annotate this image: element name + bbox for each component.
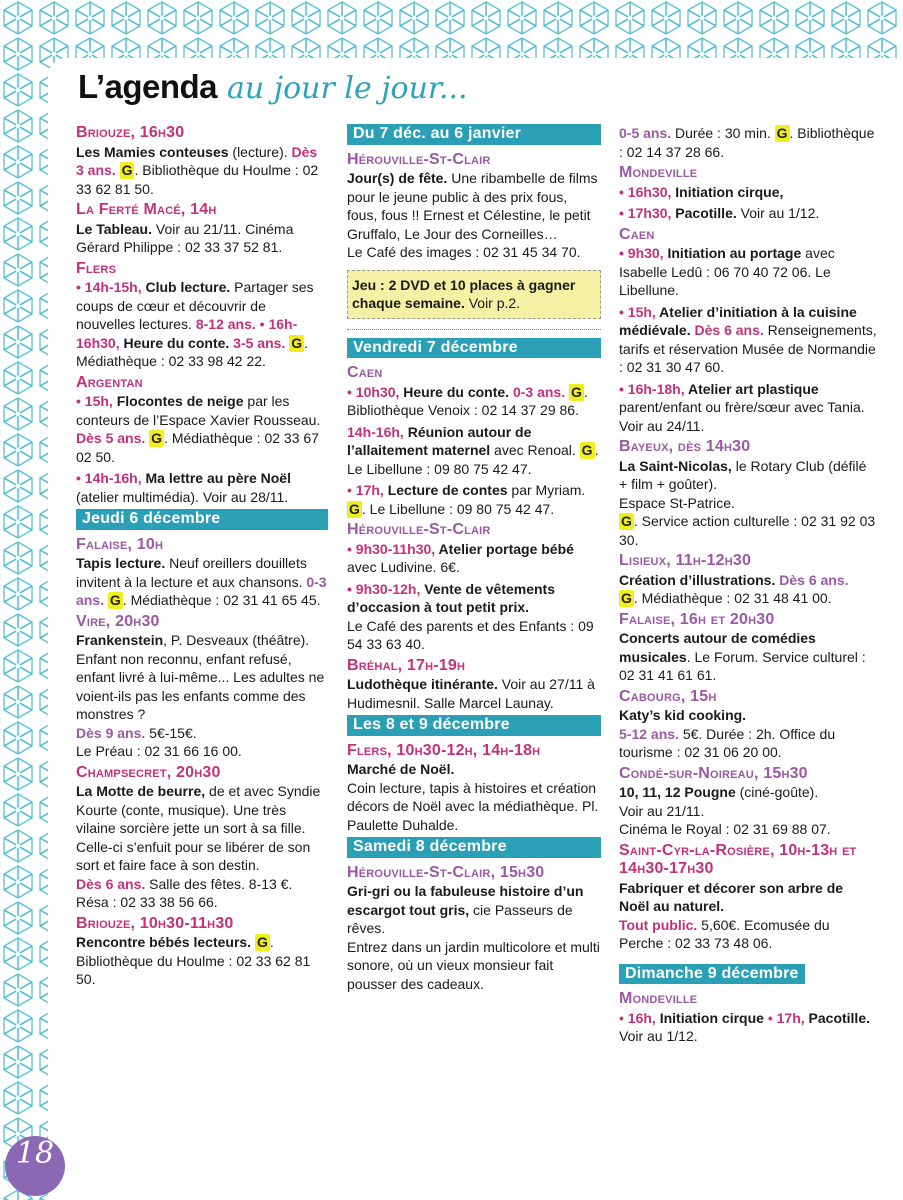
event-entry: • 16h, Initiation cirque • 17h, Pacotille. Voir au 1/12. bbox=[619, 1009, 870, 1044]
event-city: Caen bbox=[347, 364, 383, 381]
event-entry: Rencontre bébés lecteurs. G . Bibliothèque du Houlme : 02 33 62 81 50. bbox=[76, 934, 311, 987]
g-badge-icon: G bbox=[256, 934, 268, 950]
g-badge-icon: G bbox=[571, 383, 582, 400]
date-band: Jeudi 6 décembre bbox=[76, 509, 328, 530]
g-badge-icon: G bbox=[581, 442, 593, 458]
g-badge-icon: G bbox=[121, 162, 133, 178]
event-entry: Gri-gri ou la fabuleuse histoire d’un escargot tout gris, cie Passeurs de rêves. Entrez dans un jardin multicolore et multi sonore, où un vieux monsieur fait pousser des cadeaux. bbox=[347, 883, 600, 992]
event-entry: Fabriquer et décorer son arbre de Noël au naturel. Tout public. 5,60€. Ecomusée du Perche : 02 33 73 48 06. bbox=[619, 879, 844, 951]
event-city: Flers bbox=[76, 259, 117, 277]
event-city: Argentan bbox=[76, 373, 143, 391]
event-entry: 0-5 ans. Durée : 30 min. G . Bibliothèque : 02 14 37 28 66. bbox=[619, 125, 875, 160]
event-entry: Katy’s kid cooking. 5-12 ans. 5€. Durée : 2h. Office du tourisme : 02 31 06 20 00. bbox=[619, 707, 836, 760]
event-city: Flers, 10h30-12h, 14h-18h bbox=[347, 741, 541, 759]
title-main: L’agenda bbox=[78, 68, 218, 105]
event-city: Falaise, 16h et 20h30 bbox=[619, 610, 775, 628]
event-city: Hérouville-St-Clair, 15h30 bbox=[347, 863, 545, 881]
event-entry: Marché de Noël. Coin lecture, tapis à histoires et création décors de Noël avec la médiathèque. Pl. Paulette Duhalde. bbox=[347, 761, 599, 833]
event-city: Lisieux, 11h-12h30 bbox=[619, 552, 752, 569]
date-band: Vendredi 7 décembre bbox=[347, 338, 601, 359]
event-entry: • 15h, Atelier d’initiation à la cuisine médiévale. Dès 6 ans. Renseignements, tarifs et réservation Musée de Normandie : 02 31 30 47 60. bbox=[619, 303, 877, 375]
g-badge-icon: G bbox=[349, 500, 360, 517]
g-badge-icon: G bbox=[776, 125, 788, 141]
event-entry: Jour(s) de fête. Une ribambelle de films pour le jeune public à des prix fous, fous, fous !! Ernest et Célestine, le petit Gruffalo, Le Jour des Corneilles… Le Café des images : 02 31 45 34 70. bbox=[347, 170, 598, 260]
event-entry: • 17h, Lecture de contes par Myriam. G . Le Libellune : 09 80 75 42 47. bbox=[347, 482, 586, 517]
event-entry: • 14h-15h, Club lecture. Partager ses coups de cœur et découvrir de nouvelles lectures. 8-12 ans. • 16h-16h30, Heure du conte. 3-5 ans. G . Médiathèque : 02 33 98 42 22. bbox=[76, 279, 314, 369]
g-badge-icon: G bbox=[151, 430, 163, 446]
event-entry: La Motte de beurre, de et avec Syndie Kourte (conte, musique). Une très vilaine sorcière jette un sort à sa fille. Celle-ci s’enfuit pour se libérer de son sort et faire face à son destin. Dès 6 ans. Salle des fêtes. 8-13 €. Résa : 02 33 38 56 66. bbox=[76, 783, 321, 910]
event-entry: 14h-16h, Réunion autour de l’allaitement maternel avec Renoal. G . Le Libellune : 09 80 75 42 47. bbox=[347, 423, 599, 477]
event-city: Hérouville-St-Clair bbox=[347, 521, 491, 538]
event-entry: Tapis lecture. Neuf oreillers douillets invitent à la lecture et aux chansons. 0-3 ans. G . Médiathèque : 02 31 41 65 45. bbox=[76, 555, 327, 608]
contest-box: Jeu : 2 DVD et 10 places à gagner chaque semaine. Voir p.2. bbox=[347, 270, 601, 319]
page-number: 18 bbox=[5, 1136, 65, 1196]
event-entry: • 15h, Flocontes de neige par les conteurs de l’Espace Xavier Rousseau. Dès 5 ans. G . Médiathèque : 02 33 67 02 50. bbox=[76, 393, 321, 465]
date-band: Samedi 8 décembre bbox=[347, 837, 601, 858]
event-city: Briouze, 16h30 bbox=[76, 124, 185, 141]
event-city: Saint-Cyr-la-Rosière, 10h-13h et 14h30-17h30 bbox=[619, 841, 857, 877]
event-entry: • 17h30, Pacotille. Voir au 1/12. bbox=[619, 205, 820, 221]
event-entry: • 14h-16h, Ma lettre au père Noël (atelier multimédia). Voir au 28/11. bbox=[76, 470, 291, 505]
event-city: La Ferté Macé, 14h bbox=[76, 201, 217, 218]
event-city: Champsecret, 20h30 bbox=[76, 763, 221, 781]
event-entry: Le Tableau. Voir au 21/11. Cinéma Gérard Philippe : 02 33 37 52 81. bbox=[76, 220, 294, 255]
event-entry: 10, 11, 12 Pougne (ciné-goûte). Voir au 21/11. Cinéma le Royal : 02 31 69 88 07. bbox=[619, 784, 831, 837]
divider bbox=[347, 329, 601, 330]
g-badge-icon: G bbox=[109, 592, 121, 608]
event-entry: • 10h30, Heure du conte. 0-3 ans. G . Bibliothèque Venoix : 02 14 37 29 86. bbox=[347, 383, 588, 418]
column-2 bbox=[347, 124, 601, 996]
column-1 bbox=[76, 124, 328, 992]
event-city: Cabourg, 15h bbox=[619, 687, 717, 705]
event-entry: • 9h30, Initiation au portage avec Isabelle Ledû : 06 70 40 72 06. Le Libellune. bbox=[619, 245, 835, 298]
date-band: Les 8 et 9 décembre bbox=[347, 715, 601, 736]
event-entry: La Saint-Nicolas, le Rotary Club (défilé + film + goûter). Espace St-Patrice. G . Service action culturelle : 02 31 92 03 30. bbox=[619, 457, 876, 548]
event-city: Briouze, 10h30-11h30 bbox=[76, 914, 234, 932]
event-entry: • 16h-18h, Atelier art plastique parent/enfant ou frère/sœur avec Tania. Voir au 24/11. bbox=[619, 380, 865, 434]
event-entry: Concerts autour de comédies musicales. Le Forum. Service culturel : 02 31 41 61 61. bbox=[619, 630, 866, 683]
g-badge-icon: G bbox=[621, 513, 632, 529]
title-subtitle: au jour le jour... bbox=[227, 71, 468, 106]
event-entry: • 16h30, Initiation cirque, bbox=[619, 183, 784, 200]
event-city: Falaise, 10h bbox=[76, 535, 164, 553]
event-city: Bayeux, dès 14h30 bbox=[619, 438, 751, 455]
event-city: Bréhal, 17h-19h bbox=[347, 656, 466, 674]
event-entry: • 9h30-11h30, Atelier portage bébé avec Ludivine. 6€. bbox=[347, 540, 574, 575]
event-city: Mondeville bbox=[619, 164, 698, 181]
event-entry: Les Mamies conteuses (lecture). Dès 3 ans. G . Bibliothèque du Houlme : 02 33 62 81 50. bbox=[76, 143, 319, 197]
event-city: Hérouville-St-Clair bbox=[347, 150, 491, 168]
event-entry: Création d’illustrations. Dès 6 ans. G . Médiathèque : 02 31 48 41 00. bbox=[619, 571, 849, 606]
event-city: Caen bbox=[619, 225, 655, 243]
g-badge-icon: G bbox=[621, 590, 632, 606]
g-badge-icon: G bbox=[291, 334, 303, 351]
page-title bbox=[78, 68, 468, 106]
date-band: Dimanche 9 décembre bbox=[619, 964, 805, 985]
event-city: Condé-sur-Noireau, 15h30 bbox=[619, 764, 808, 782]
date-band: Du 7 déc. au 6 janvier bbox=[347, 124, 601, 145]
event-entry: Ludothèque itinérante. Voir au 27/11 à Hudimesnil. Salle Marcel Launay. bbox=[347, 676, 595, 711]
event-city: Vire, 20h30 bbox=[76, 612, 160, 630]
event-entry: • 9h30-12h, Vente de vêtements d’occasion à tout petit prix. Le Café des parents et des Enfants : 09 54 33 63 40. bbox=[347, 580, 594, 652]
event-entry: Frankenstein, P. Desveaux (théâtre). Enfant non reconnu, enfant refusé, enfant livré à lui-même... Les adultes ne voient-ils pas les enfants comme des monstres ? Dès 9 ans. 5€-15€. Le Préau : 02 31 66 16 00. bbox=[76, 632, 325, 759]
column-3 bbox=[619, 124, 877, 1049]
event-city: Mondeville bbox=[619, 990, 698, 1007]
